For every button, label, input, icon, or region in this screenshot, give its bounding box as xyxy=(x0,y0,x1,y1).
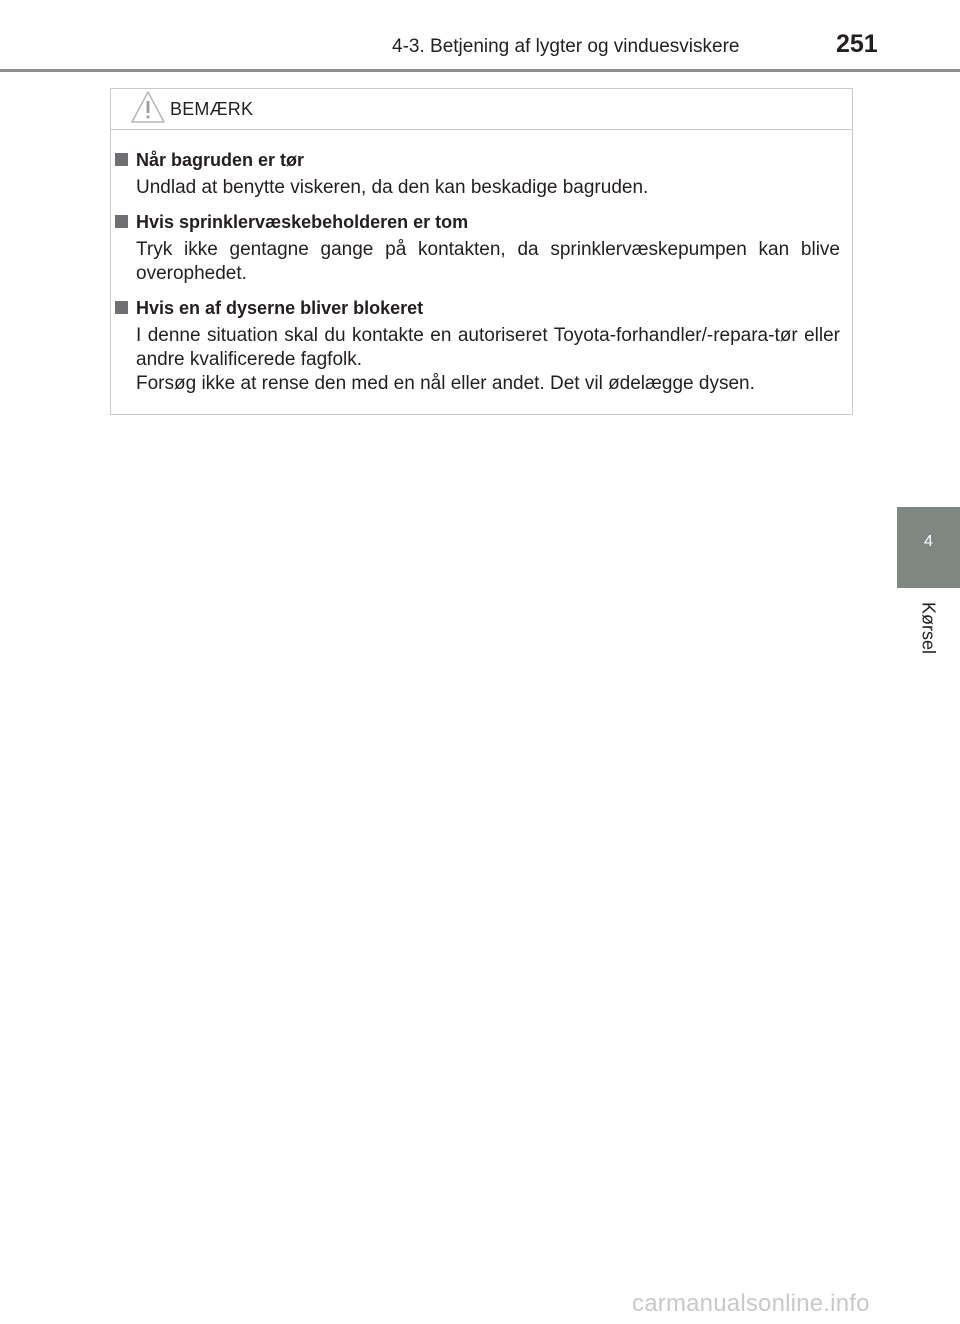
page-number: 251 xyxy=(836,30,878,58)
notice-item-text: I denne situation skal du kontakte en autoriseret Toyota-forhandler/-repara-tør eller andre kvalificerede fagfolk. xyxy=(136,325,840,370)
notice-box xyxy=(110,88,853,415)
notice-item-heading xyxy=(111,297,852,319)
watermark: carmanualsonline.info xyxy=(632,1290,870,1317)
square-bullet-icon xyxy=(115,301,128,314)
notice-item-heading xyxy=(111,149,852,171)
notice-item-text: Forsøg ikke at rense den med en nål eller andet. Det vil ødelægge dysen. xyxy=(136,373,755,394)
square-bullet-icon xyxy=(115,153,128,166)
notice-item xyxy=(111,149,852,200)
notice-item-heading-text: Hvis sprinklervæskebeholderen er tom xyxy=(136,212,469,232)
notice-header xyxy=(111,89,852,130)
square-bullet-icon xyxy=(115,215,128,228)
notice-item-heading-text: Når bagruden er tør xyxy=(136,150,305,170)
notice-item xyxy=(111,297,852,396)
notice-item-text: Undlad at benytte viskeren, da den kan beskadige bagruden. xyxy=(136,177,649,198)
chapter-tab xyxy=(897,507,960,588)
notice-item-heading xyxy=(111,211,852,233)
chapter-label: Kørsel xyxy=(918,601,939,655)
section-title: 4-3. Betjening af lygter og vinduesviskere xyxy=(392,36,740,57)
warning-triangle-icon xyxy=(130,90,166,124)
chapter-number: 4 xyxy=(924,533,933,550)
notice-item-heading-text: Hvis en af dyserne bliver blokeret xyxy=(136,298,424,318)
header-divider xyxy=(0,69,960,72)
notice-title: BEMÆRK xyxy=(170,99,254,119)
notice-item-text: Tryk ikke gentagne gange på kontakten, da sprinklervæskepumpen kan blive overophedet. xyxy=(136,239,840,284)
notice-body xyxy=(111,149,852,407)
notice-item xyxy=(111,211,852,286)
